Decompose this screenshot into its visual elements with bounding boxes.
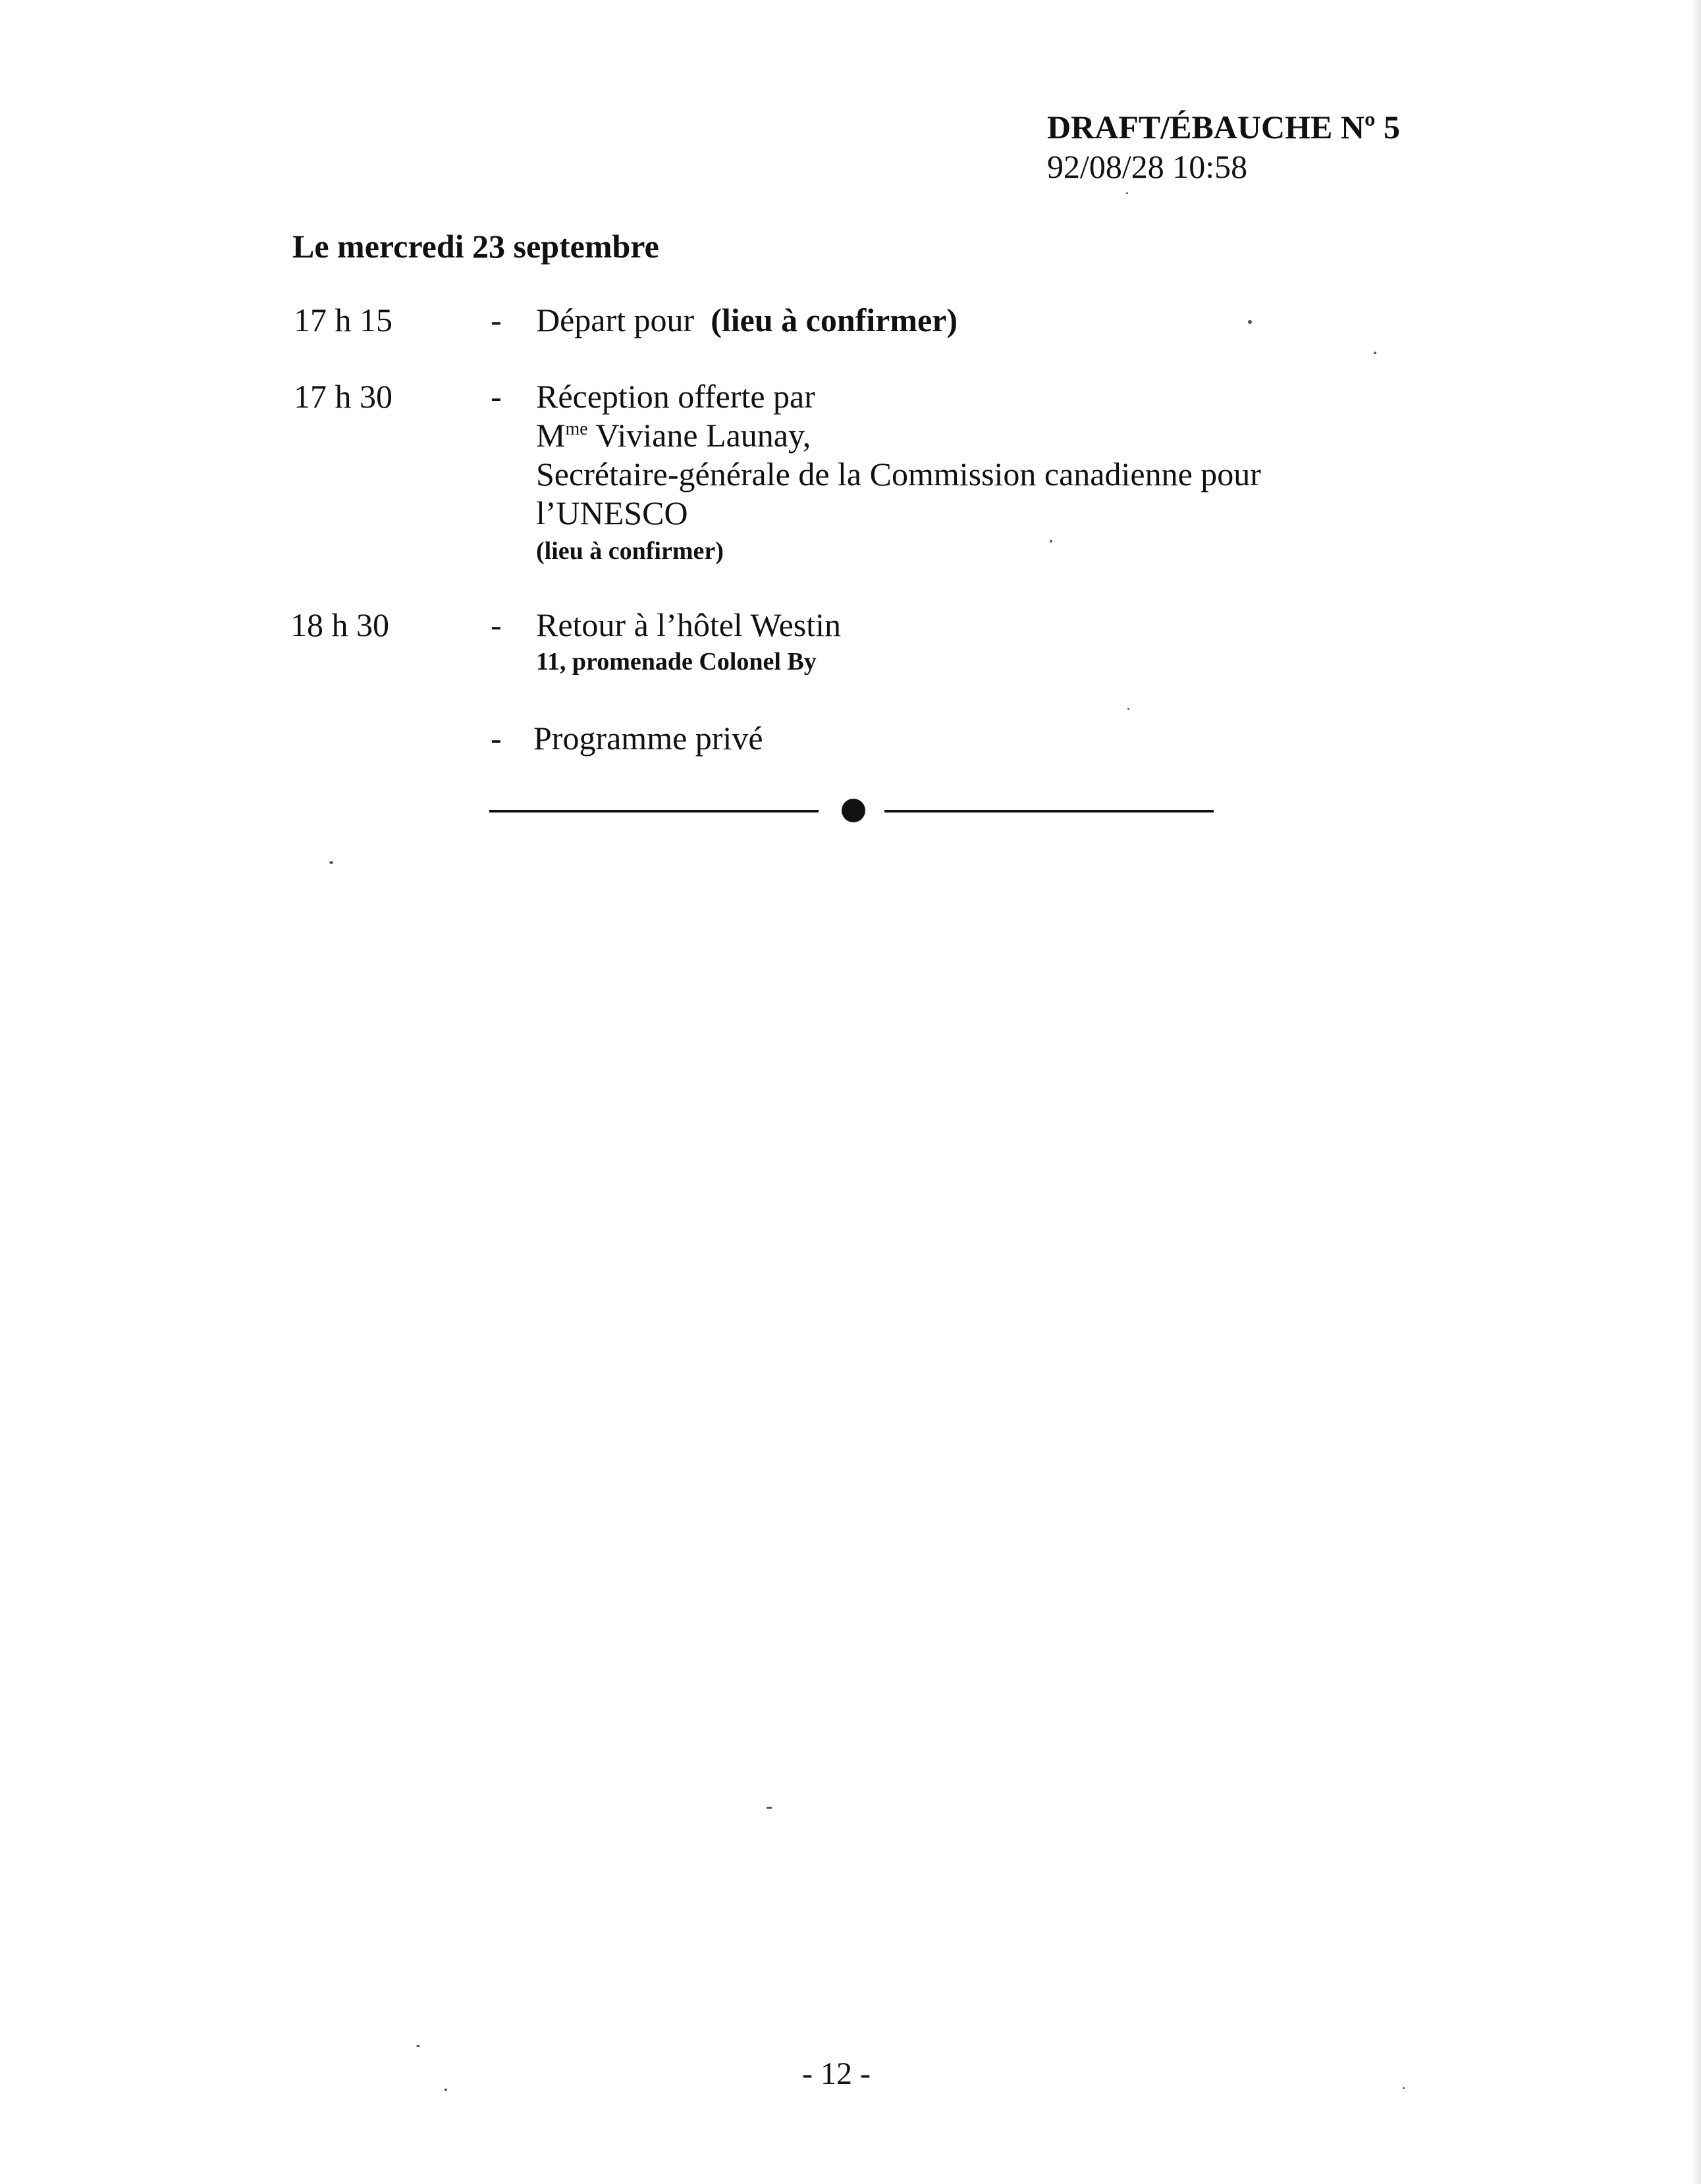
scan-speck: [1403, 2087, 1405, 2089]
schedule-item-1: [536, 301, 958, 339]
schedule-item-3-text: Retour à l’hôtel Westin: [536, 606, 842, 643]
draft-date: 92/08/28 10:58: [1047, 148, 1248, 185]
scan-speck: [445, 2089, 447, 2091]
schedule-item-4-text: Programme privé: [533, 720, 763, 757]
schedule-time-1: 17 h 15: [294, 302, 392, 338]
scan-speck: [1050, 540, 1052, 543]
scan-speck: [1127, 708, 1129, 710]
schedule-time-3: 18 h 30: [290, 606, 389, 643]
scan-speck: [416, 2045, 420, 2047]
schedule-item-2-note: (lieu à confirmer): [536, 537, 724, 565]
schedule-item-2-line1: Réception offerte par: [536, 378, 815, 415]
scan-speck: [1374, 352, 1376, 354]
host-honorific-sup: me: [565, 419, 588, 439]
schedule-item-2-line4: l’UNESCO: [536, 494, 688, 531]
schedule-item-1-text: Départ pour: [536, 302, 695, 338]
page-number: - 12 -: [802, 2056, 871, 2091]
bullet-dash-4: -: [491, 720, 502, 757]
host-name: Viviane Launay,: [587, 417, 811, 454]
schedule-item-2-line3: Secrétaire-générale de la Commission canadienne pour: [536, 456, 1261, 493]
scan-speck: [1248, 320, 1252, 324]
schedule-item-2-host: [536, 416, 811, 454]
schedule-item-1-note: (lieu à confirmer): [711, 302, 958, 338]
scan-edge-shadow: [1690, 0, 1701, 2184]
bullet-dash-1: -: [491, 302, 502, 338]
host-honorific: M: [536, 417, 566, 454]
scan-speck: [767, 1807, 772, 1809]
day-heading: Le mercredi 23 septembre: [292, 228, 659, 265]
scan-speck: [1126, 192, 1128, 194]
schedule-time-2: 17 h 30: [294, 378, 392, 415]
schedule-item-3-address: 11, promenade Colonel By: [536, 648, 817, 676]
section-divider-dot: [842, 799, 865, 822]
bullet-dash-2: -: [491, 378, 502, 415]
section-divider-right: [884, 810, 1214, 812]
draft-title: DRAFT/ÉBAUCHE Nº 5: [1047, 109, 1400, 146]
section-divider-left: [489, 810, 819, 812]
bullet-dash-3: -: [491, 606, 502, 643]
scan-speck: [329, 861, 333, 864]
